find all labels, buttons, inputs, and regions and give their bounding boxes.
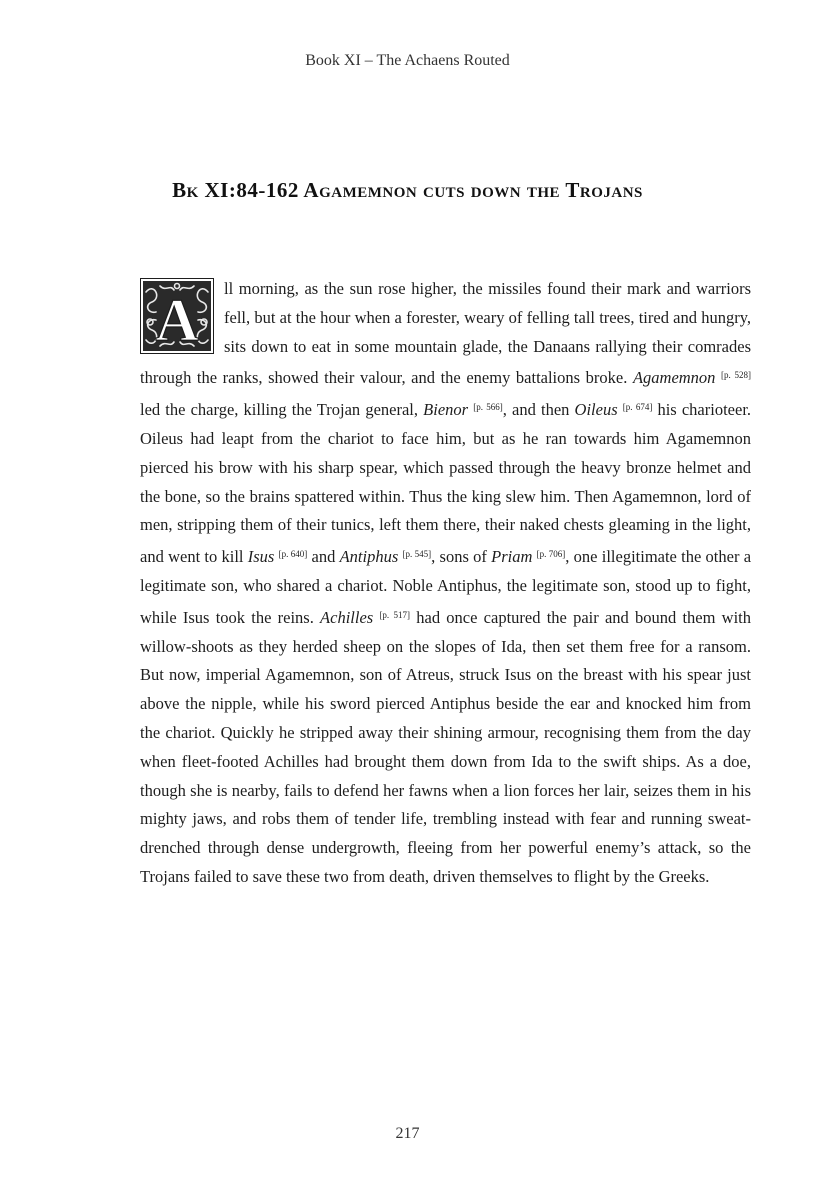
body-text [140, 275, 751, 892]
text-segment: , and then [502, 400, 575, 420]
name-antiphus: Antiphus [339, 547, 399, 567]
page-reference: [p. 674] [622, 402, 653, 413]
page-reference: [p. 566] [473, 402, 503, 413]
running-head: Book XI – The Achaens Routed [305, 52, 510, 69]
name-agamemnon: Agamemnon [632, 368, 716, 388]
page-reference: [p. 640] [278, 549, 308, 560]
text-segment: ll morning, as the sun rose higher, the missiles found their mark and warriors fell, but at the hour when a forester, weary of felling tall trees, tired and hungry, sits down to eat in some mountain glade, the Danaans rallying their comrades through the ranks, showed their valour, and the enemy battalions broke. [140, 279, 751, 388]
page-reference: [p. 706] [536, 549, 566, 560]
name-bienor: Bienor [423, 400, 469, 420]
page-reference: [p. 528] [721, 370, 751, 381]
page-reference: [p. 545] [402, 549, 432, 560]
name-oileus: Oileus [574, 400, 618, 420]
page-reference: [p. 517] [379, 609, 411, 620]
text-segment: led the charge, killing the Trojan general, [140, 400, 424, 420]
name-priam: Priam [491, 547, 533, 567]
text-segment: , one illegitimate the other a legitimate son, who shared a chariot. Noble Antiphus, the legitimate son, stood up to fight, while Isus took the reins. [140, 547, 752, 627]
name-isus: Isus [247, 547, 275, 567]
page-number: 217 [395, 1125, 420, 1142]
drop-cap-letter: A [155, 287, 199, 353]
text-segment: had once captured the pair and bound them with willow-shoots as they herded sheep on the slopes of Ida, then set them free for a ransom. But now, imperial Agamemnon, son of Atreus, struck Isus on the breast with his spear just above the nipple, while his sword pierced Antiphus beside the ear and knocked him from the chariot. Quickly he stripped away their shining armour, recognising them from the day when fleet-footed Achilles had brought them down from Ida to the swift ships. As a doe, though she is nearby, fails to defend her fawns when a lion forces her lair, seizes them in his mighty jaws, and robs them of tender life, trembling instead with fear and running sweat-drenched through dense undergrowth, fleeing from her powerful enemy’s attack, so the Trojans failed to save these two from death, driven themselves to flight by the Greeks. [140, 607, 752, 886]
name-achilles: Achilles [320, 607, 374, 627]
section-title: Bk XI:84-162 Agamemnon cuts down the Trojans [172, 178, 643, 202]
text-segment: , sons of [431, 547, 492, 567]
text-segment: his charioteer. Oileus had leapt from the chariot to face him, but as he ran towards him Agamemnon pierced his brow with his sharp spear, which passed through the heavy bronze helmet and the bone, so the brains spattered within. Thus the king slew him. Then Agamemnon, lord of men, stripping them of their tunics, left them there, their naked chests gleaming in the light, and went to kill [140, 400, 752, 567]
text-segment: and [307, 547, 340, 567]
drop-cap-ornament [140, 278, 214, 354]
